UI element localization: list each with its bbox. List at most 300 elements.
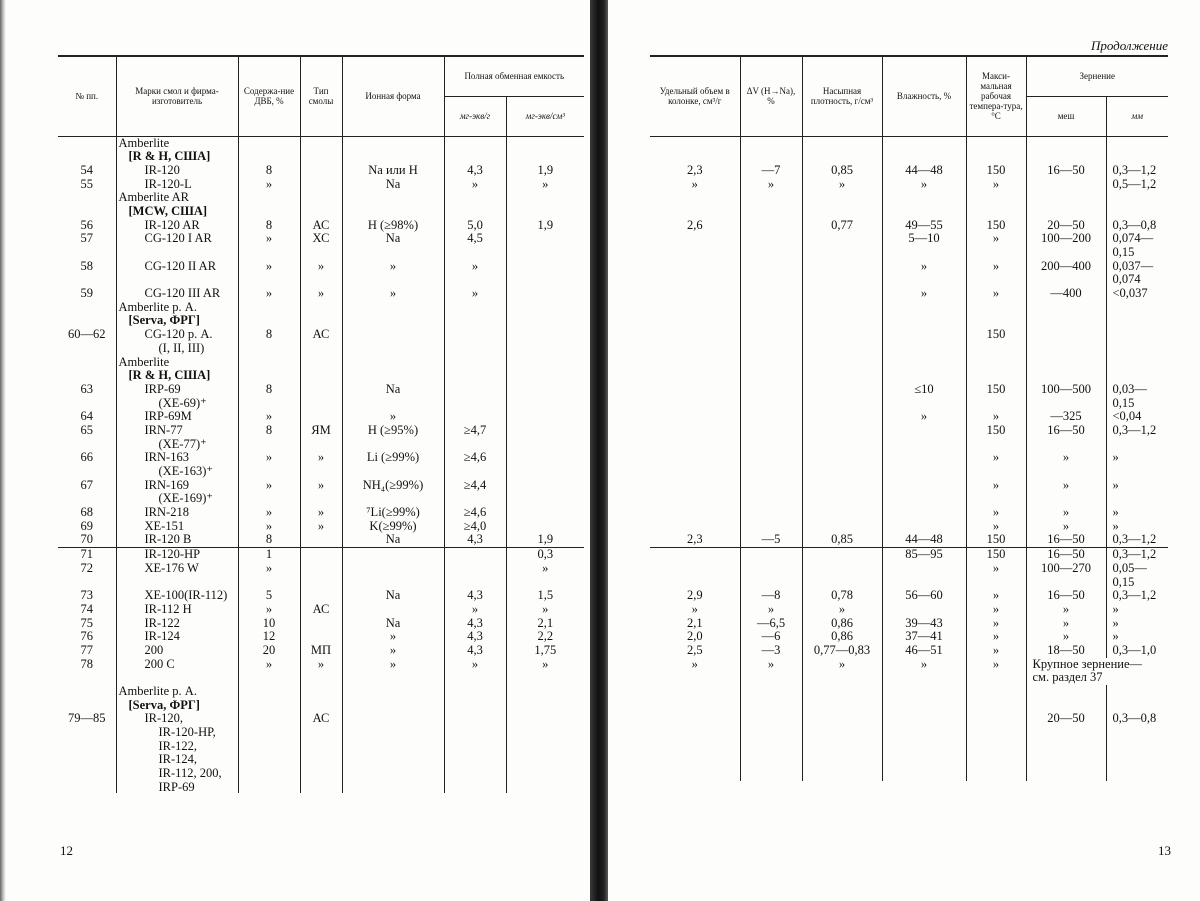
capacity-per-cm3 <box>506 205 584 219</box>
resin-type: » <box>300 479 342 493</box>
table-row <box>58 191 584 205</box>
table-row <box>650 562 1168 576</box>
grain-note: см. раздел 37 <box>1026 671 1168 685</box>
specific-volume <box>650 562 740 576</box>
capacity-per-g <box>444 740 506 754</box>
ionic-form <box>342 246 444 260</box>
ionic-form <box>342 726 444 740</box>
moisture <box>882 451 966 465</box>
grain-mesh: » <box>1026 617 1106 631</box>
specific-volume: 2,6 <box>650 219 740 233</box>
moisture <box>882 328 966 342</box>
bulk-density <box>802 726 882 740</box>
grain-mm: 0,03— <box>1106 383 1168 397</box>
resin-type <box>300 726 342 740</box>
dvb-content <box>238 685 300 699</box>
ionic-form <box>342 671 444 685</box>
grain-mm <box>1106 726 1168 740</box>
resin-brand: IR-120 <box>116 164 238 178</box>
ionic-form <box>342 438 444 452</box>
row-number: 73 <box>58 589 116 603</box>
capacity-per-g <box>444 191 506 205</box>
capacity-per-g: » <box>444 603 506 617</box>
dvb-content <box>238 781 300 793</box>
volume-change <box>740 562 802 576</box>
moisture <box>882 465 966 479</box>
table-row <box>650 246 1168 260</box>
specific-volume <box>650 740 740 754</box>
capacity-per-cm3 <box>506 150 584 164</box>
dvb-content <box>238 767 300 781</box>
row-number: 75 <box>58 617 116 631</box>
max-temperature <box>966 273 1026 287</box>
dvb-content <box>238 726 300 740</box>
moisture: » <box>882 287 966 301</box>
capacity-per-g: ≥4,7 <box>444 424 506 438</box>
resin-brand: IR-122 <box>116 617 238 631</box>
dvb-content <box>238 492 300 506</box>
ionic-form <box>342 781 444 793</box>
table-row <box>58 342 584 356</box>
grain-mesh: 16—50 <box>1026 424 1106 438</box>
max-temperature <box>966 301 1026 315</box>
grain-mm: 0,15 <box>1106 576 1168 590</box>
grain-mm <box>1106 685 1168 699</box>
max-temperature: » <box>966 520 1026 534</box>
header-capacity: Полная обменная емкость <box>444 56 584 96</box>
table-row <box>58 699 584 713</box>
resin-brand: [R & H, США] <box>116 150 238 164</box>
specific-volume <box>650 479 740 493</box>
volume-change <box>740 232 802 246</box>
max-temperature <box>966 492 1026 506</box>
grain-mesh: 200—400 <box>1026 260 1106 274</box>
right-page <box>608 0 1200 901</box>
grain-mesh <box>1026 136 1106 150</box>
specific-volume <box>650 191 740 205</box>
bulk-density: 0,78 <box>802 589 882 603</box>
specific-volume <box>650 150 740 164</box>
table-row <box>58 410 584 424</box>
dvb-content <box>238 740 300 754</box>
dvb-content: 5 <box>238 589 300 603</box>
grain-mm: » <box>1106 451 1168 465</box>
capacity-per-cm3 <box>506 232 584 246</box>
left-page <box>0 0 592 901</box>
header-mesh: меш <box>1026 96 1106 136</box>
grain-note: Крупное зернение— <box>1026 658 1168 672</box>
row-number <box>58 369 116 383</box>
header-volume: Удельный объем в колонке, см³/г <box>650 56 740 136</box>
moisture <box>882 424 966 438</box>
table-row <box>58 658 584 672</box>
resin-type: » <box>300 506 342 520</box>
capacity-per-cm3 <box>506 273 584 287</box>
capacity-per-g <box>444 328 506 342</box>
volume-change: —6,5 <box>740 617 802 631</box>
grain-mm: <0,04 <box>1106 410 1168 424</box>
ionic-form <box>342 191 444 205</box>
row-number: 69 <box>58 520 116 534</box>
specific-volume <box>650 685 740 699</box>
table-row <box>58 589 584 603</box>
table-row <box>650 671 1168 685</box>
moisture <box>882 492 966 506</box>
resin-type: АС <box>300 603 342 617</box>
grain-mesh: 20—50 <box>1026 219 1106 233</box>
ionic-form: » <box>342 410 444 424</box>
capacity-per-cm3: 2,2 <box>506 630 584 644</box>
ionic-form <box>342 397 444 411</box>
dvb-content <box>238 356 300 370</box>
capacity-per-cm3 <box>506 451 584 465</box>
ionic-form: Na <box>342 232 444 246</box>
bulk-density <box>802 136 882 150</box>
dvb-content: 8 <box>238 424 300 438</box>
table-row <box>650 369 1168 383</box>
volume-change <box>740 548 802 562</box>
moisture <box>882 562 966 576</box>
grain-mesh: 100—500 <box>1026 383 1106 397</box>
dvb-content <box>238 699 300 713</box>
volume-change: —7 <box>740 164 802 178</box>
row-number: 70 <box>58 533 116 547</box>
header-dv: ΔV (H→Na), % <box>740 56 802 136</box>
max-temperature <box>966 671 1026 685</box>
capacity-per-cm3: 1,9 <box>506 219 584 233</box>
bulk-density <box>802 383 882 397</box>
grain-mm <box>1106 753 1168 767</box>
volume-change: —8 <box>740 589 802 603</box>
resin-type <box>300 342 342 356</box>
capacity-per-cm3 <box>506 753 584 767</box>
resin-brand: Amberlite <box>116 136 238 150</box>
capacity-per-cm3 <box>506 356 584 370</box>
table-row <box>650 767 1168 781</box>
row-number <box>58 781 116 793</box>
bulk-density <box>802 356 882 370</box>
row-number: 60—62 <box>58 328 116 342</box>
grain-mm: <0,037 <box>1106 287 1168 301</box>
bulk-density <box>802 260 882 274</box>
dvb-content: » <box>238 232 300 246</box>
grain-mesh <box>1026 301 1106 315</box>
resin-type <box>300 589 342 603</box>
max-temperature <box>966 191 1026 205</box>
table-row <box>58 781 584 793</box>
specific-volume <box>650 451 740 465</box>
capacity-per-cm3 <box>506 191 584 205</box>
capacity-per-g <box>444 150 506 164</box>
capacity-per-cm3 <box>506 465 584 479</box>
bulk-density <box>802 287 882 301</box>
table-row <box>58 397 584 411</box>
grain-mesh: 20—50 <box>1026 712 1106 726</box>
bulk-density: » <box>802 658 882 672</box>
table-row <box>650 685 1168 699</box>
row-number: 77 <box>58 644 116 658</box>
table-row <box>58 219 584 233</box>
grain-mm <box>1106 136 1168 150</box>
capacity-per-cm3: 1,75 <box>506 644 584 658</box>
ionic-form: K(≥99%) <box>342 520 444 534</box>
specific-volume <box>650 726 740 740</box>
table-row <box>650 397 1168 411</box>
table-row <box>58 533 584 547</box>
header-brand: Марки смол и фирма-изготовитель <box>116 56 238 136</box>
grain-mm: 0,037— <box>1106 260 1168 274</box>
resin-type <box>300 178 342 192</box>
table-row <box>650 644 1168 658</box>
capacity-per-cm3: 1,5 <box>506 589 584 603</box>
resin-type <box>300 205 342 219</box>
table-row <box>650 342 1168 356</box>
moisture: ≤10 <box>882 383 966 397</box>
resin-brand: Amberlite р. А. <box>116 301 238 315</box>
resin-brand: Amberlite р. А. <box>116 685 238 699</box>
volume-change <box>740 191 802 205</box>
grain-mm <box>1106 314 1168 328</box>
capacity-per-cm3 <box>506 136 584 150</box>
resin-type <box>300 383 342 397</box>
capacity-per-g <box>444 369 506 383</box>
ionic-form <box>342 328 444 342</box>
table-row <box>650 150 1168 164</box>
moisture <box>882 479 966 493</box>
ionic-form <box>342 205 444 219</box>
table-row <box>650 287 1168 301</box>
table-row <box>58 178 584 192</box>
capacity-per-g: 4,3 <box>444 644 506 658</box>
moisture: 5—10 <box>882 232 966 246</box>
table-row <box>58 314 584 328</box>
max-temperature <box>966 356 1026 370</box>
specific-volume <box>650 260 740 274</box>
max-temperature <box>966 465 1026 479</box>
grain-mesh <box>1026 205 1106 219</box>
ionic-form: Na <box>342 589 444 603</box>
resin-type <box>300 410 342 424</box>
table-row <box>58 576 584 590</box>
resin-brand: IRP-69M <box>116 410 238 424</box>
table-row <box>650 301 1168 315</box>
bulk-density <box>802 342 882 356</box>
table-row <box>650 260 1168 274</box>
grain-mesh: » <box>1026 479 1106 493</box>
table-row <box>58 424 584 438</box>
table-row <box>650 465 1168 479</box>
ionic-form: Na <box>342 178 444 192</box>
resin-type <box>300 740 342 754</box>
dvb-content: 20 <box>238 644 300 658</box>
grain-mm <box>1106 191 1168 205</box>
capacity-per-cm3 <box>506 397 584 411</box>
specific-volume: » <box>650 658 740 672</box>
row-number <box>58 726 116 740</box>
capacity-per-g: 4,3 <box>444 630 506 644</box>
specific-volume <box>650 520 740 534</box>
capacity-per-g: » <box>444 178 506 192</box>
max-temperature: 150 <box>966 164 1026 178</box>
grain-mm <box>1106 438 1168 452</box>
bulk-density <box>802 479 882 493</box>
ionic-form <box>342 136 444 150</box>
table-row <box>650 617 1168 631</box>
volume-change <box>740 356 802 370</box>
specific-volume: 2,1 <box>650 617 740 631</box>
resin-brand: 200 <box>116 644 238 658</box>
dvb-content <box>238 205 300 219</box>
resin-brand: IR-124 <box>116 630 238 644</box>
capacity-per-cm3 <box>506 328 584 342</box>
volume-change <box>740 520 802 534</box>
moisture <box>882 726 966 740</box>
capacity-per-g <box>444 685 506 699</box>
ionic-form <box>342 301 444 315</box>
max-temperature: 150 <box>966 219 1026 233</box>
volume-change: » <box>740 603 802 617</box>
grain-mesh <box>1026 576 1106 590</box>
table-row <box>650 164 1168 178</box>
ionic-form: » <box>342 260 444 274</box>
left-table <box>58 55 584 793</box>
table-row <box>650 136 1168 150</box>
table-row <box>58 383 584 397</box>
row-number <box>58 492 116 506</box>
grain-mm: 0,15 <box>1106 397 1168 411</box>
resin-type <box>300 465 342 479</box>
volume-change <box>740 451 802 465</box>
row-number <box>58 465 116 479</box>
grain-mm: 0,3—1,0 <box>1106 644 1168 658</box>
ionic-form: Na <box>342 383 444 397</box>
grain-mm <box>1106 740 1168 754</box>
resin-type <box>300 533 342 547</box>
dvb-content: 8 <box>238 328 300 342</box>
grain-mm: » <box>1106 479 1168 493</box>
ionic-form <box>342 548 444 562</box>
capacity-per-g <box>444 576 506 590</box>
table-row <box>650 658 1168 672</box>
volume-change <box>740 671 802 685</box>
resin-type: МП <box>300 644 342 658</box>
moisture: 85—95 <box>882 548 966 562</box>
bulk-density: » <box>802 603 882 617</box>
specific-volume <box>650 287 740 301</box>
bulk-density <box>802 328 882 342</box>
specific-volume: » <box>650 178 740 192</box>
capacity-per-cm3: 1,9 <box>506 164 584 178</box>
capacity-per-g: 4,3 <box>444 164 506 178</box>
resin-type <box>300 699 342 713</box>
grain-mesh <box>1026 191 1106 205</box>
grain-mesh: 16—50 <box>1026 164 1106 178</box>
capacity-per-g <box>444 246 506 260</box>
capacity-per-cm3 <box>506 699 584 713</box>
resin-type <box>300 301 342 315</box>
max-temperature: » <box>966 658 1026 672</box>
bulk-density <box>802 205 882 219</box>
grain-mesh <box>1026 150 1106 164</box>
specific-volume <box>650 767 740 781</box>
resin-brand: (XE-163)⁺ <box>116 465 238 479</box>
volume-change <box>740 767 802 781</box>
row-number: 63 <box>58 383 116 397</box>
volume-change <box>740 712 802 726</box>
bulk-density <box>802 397 882 411</box>
row-number: 71 <box>58 548 116 562</box>
grain-mesh: —325 <box>1026 410 1106 424</box>
ionic-form <box>342 699 444 713</box>
moisture <box>882 342 966 356</box>
table-row <box>58 465 584 479</box>
max-temperature: » <box>966 617 1026 631</box>
volume-change <box>740 465 802 479</box>
specific-volume <box>650 328 740 342</box>
volume-change <box>740 492 802 506</box>
volume-change <box>740 301 802 315</box>
specific-volume: 2,3 <box>650 533 740 547</box>
moisture: » <box>882 410 966 424</box>
grain-mm: » <box>1106 506 1168 520</box>
moisture <box>882 699 966 713</box>
bulk-density: 0,77—0,83 <box>802 644 882 658</box>
grain-mm: 0,3—1,2 <box>1106 589 1168 603</box>
resin-type <box>300 671 342 685</box>
resin-type <box>300 164 342 178</box>
grain-mesh <box>1026 767 1106 781</box>
grain-mesh <box>1026 342 1106 356</box>
specific-volume <box>650 576 740 590</box>
right-table <box>650 55 1168 781</box>
table-row <box>650 273 1168 287</box>
bulk-density <box>802 506 882 520</box>
left-table-body <box>58 136 584 793</box>
max-temperature <box>966 314 1026 328</box>
table-row <box>58 685 584 699</box>
capacity-per-g <box>444 383 506 397</box>
grain-mm: » <box>1106 520 1168 534</box>
ionic-form: Na <box>342 533 444 547</box>
dvb-content: 8 <box>238 533 300 547</box>
capacity-per-g <box>444 726 506 740</box>
grain-mesh: » <box>1026 630 1106 644</box>
capacity-per-cm3 <box>506 410 584 424</box>
header-ionic-form: Ионная форма <box>342 56 444 136</box>
dvb-content <box>238 712 300 726</box>
dvb-content: » <box>238 178 300 192</box>
capacity-per-cm3 <box>506 424 584 438</box>
row-number <box>58 301 116 315</box>
capacity-per-cm3 <box>506 342 584 356</box>
ionic-form <box>342 492 444 506</box>
capacity-per-g <box>444 465 506 479</box>
grain-mm: 0,5—1,2 <box>1106 178 1168 192</box>
bulk-density <box>802 273 882 287</box>
table-row <box>650 740 1168 754</box>
resin-type <box>300 150 342 164</box>
table-row <box>58 438 584 452</box>
max-temperature: » <box>966 630 1026 644</box>
page-number-right: 13 <box>1158 843 1171 858</box>
specific-volume <box>650 753 740 767</box>
row-number: 66 <box>58 451 116 465</box>
capacity-per-g <box>444 136 506 150</box>
resin-brand: IRN-77 <box>116 424 238 438</box>
resin-brand: Amberlite <box>116 356 238 370</box>
capacity-per-g <box>444 438 506 452</box>
moisture <box>882 301 966 315</box>
